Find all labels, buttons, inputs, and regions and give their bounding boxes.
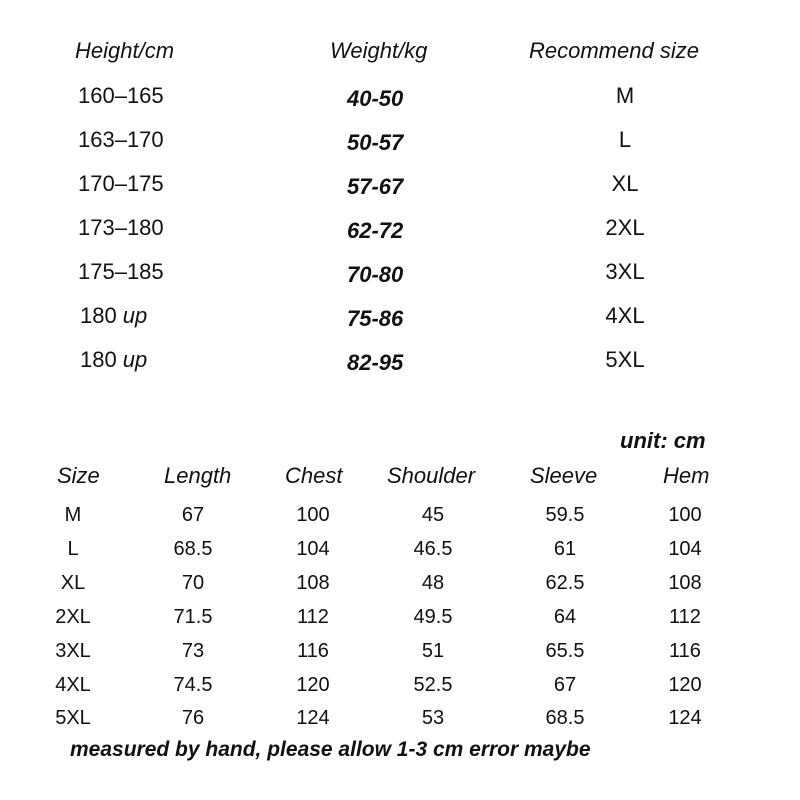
measurement-note: measured by hand, please allow 1-3 cm error maybe [70,738,591,761]
cell-chest: 124 [296,707,330,729]
table-row [0,674,800,708]
weight-range: 75-86 [347,306,404,331]
cell-shoulder: 51 [421,640,445,662]
table-row [0,640,800,674]
recommend-row [0,127,800,171]
cell-chest: 104 [296,538,330,560]
cell-sleeve: 67 [553,674,577,696]
header-weight: Weight/kg [330,38,428,63]
cell-chest: 116 [297,640,329,662]
recommended-size: 2XL [605,215,645,240]
cell-chest: 108 [296,572,330,594]
cell-hem: 108 [668,572,702,594]
cell-sleeve: 64 [553,606,577,628]
recommend-row [0,347,800,391]
weight-range: 50-57 [347,130,404,155]
cell-shoulder: 46.5 [413,538,453,560]
recommend-row [0,259,800,303]
header-chest: Chest [285,463,343,488]
cell-size: 2XL [55,606,91,628]
cell-sleeve: 68.5 [545,707,585,729]
height-range: 160–165 [78,83,164,108]
unit-label: unit: cm [620,428,706,453]
recommended-size: XL [611,171,639,196]
weight-range: 70-80 [347,262,404,287]
cell-length: 71.5 [173,606,213,628]
cell-chest: 120 [296,674,330,696]
height-range: 163–170 [78,127,164,152]
height-up-label: up [122,347,148,372]
height-range: 170–175 [78,171,164,196]
height-range: 180 up [80,303,148,328]
cell-hem: 100 [668,504,702,526]
cell-chest: 100 [296,504,330,526]
recommended-size: L [618,127,632,152]
cell-size: 5XL [55,707,91,729]
cell-size: 3XL [55,640,91,662]
cell-shoulder: 52.5 [413,674,453,696]
cell-size: L [67,538,79,560]
cell-length: 70 [181,572,205,594]
cell-length: 74.5 [173,674,213,696]
height-range: 180 up [80,347,148,372]
cell-shoulder: 48 [421,572,445,594]
header-sleeve: Sleeve [530,463,598,488]
cell-hem: 116 [669,640,701,662]
cell-hem: 124 [668,707,702,729]
cell-sleeve: 61 [553,538,577,560]
cell-sleeve: 65.5 [545,640,585,662]
cell-sleeve: 59.5 [545,504,585,526]
recommend-row [0,303,800,347]
cell-size: M [64,504,82,526]
cell-shoulder: 53 [421,707,445,729]
cell-length: 67 [181,504,205,526]
cell-hem: 104 [668,538,702,560]
recommended-size: M [615,83,635,108]
weight-range: 62-72 [347,218,404,243]
cell-size: 4XL [55,674,91,696]
table-row [0,606,800,640]
header-hem: Hem [663,463,710,488]
table-row [0,707,800,741]
table-row [0,572,800,606]
cell-length: 73 [181,640,205,662]
weight-range: 57-67 [347,174,404,199]
cell-sleeve: 62.5 [545,572,585,594]
height-range: 175–185 [78,259,164,284]
recommend-row [0,83,800,127]
recommend-row [0,171,800,215]
cell-shoulder: 45 [421,504,445,526]
header-recommend-size: Recommend size [529,38,699,63]
weight-range: 82-95 [347,350,404,375]
recommended-size: 4XL [605,303,645,328]
cell-hem: 120 [668,674,702,696]
cell-shoulder: 49.5 [413,606,453,628]
cell-chest: 112 [297,606,329,628]
height-up-label: up [122,303,148,328]
header-length: Length [164,463,232,488]
cell-hem: 112 [669,606,701,628]
weight-range: 40-50 [347,86,404,111]
recommended-size: 3XL [605,259,645,284]
cell-length: 76 [181,707,205,729]
height-range: 173–180 [78,215,164,240]
cell-size: XL [60,572,86,594]
recommend-row [0,215,800,259]
table-row [0,538,800,572]
header-height: Height/cm [75,38,175,63]
header-shoulder: Shoulder [387,463,476,488]
recommended-size: 5XL [605,347,645,372]
cell-length: 68.5 [173,538,213,560]
header-size: Size [57,463,100,488]
table-row [0,504,800,538]
